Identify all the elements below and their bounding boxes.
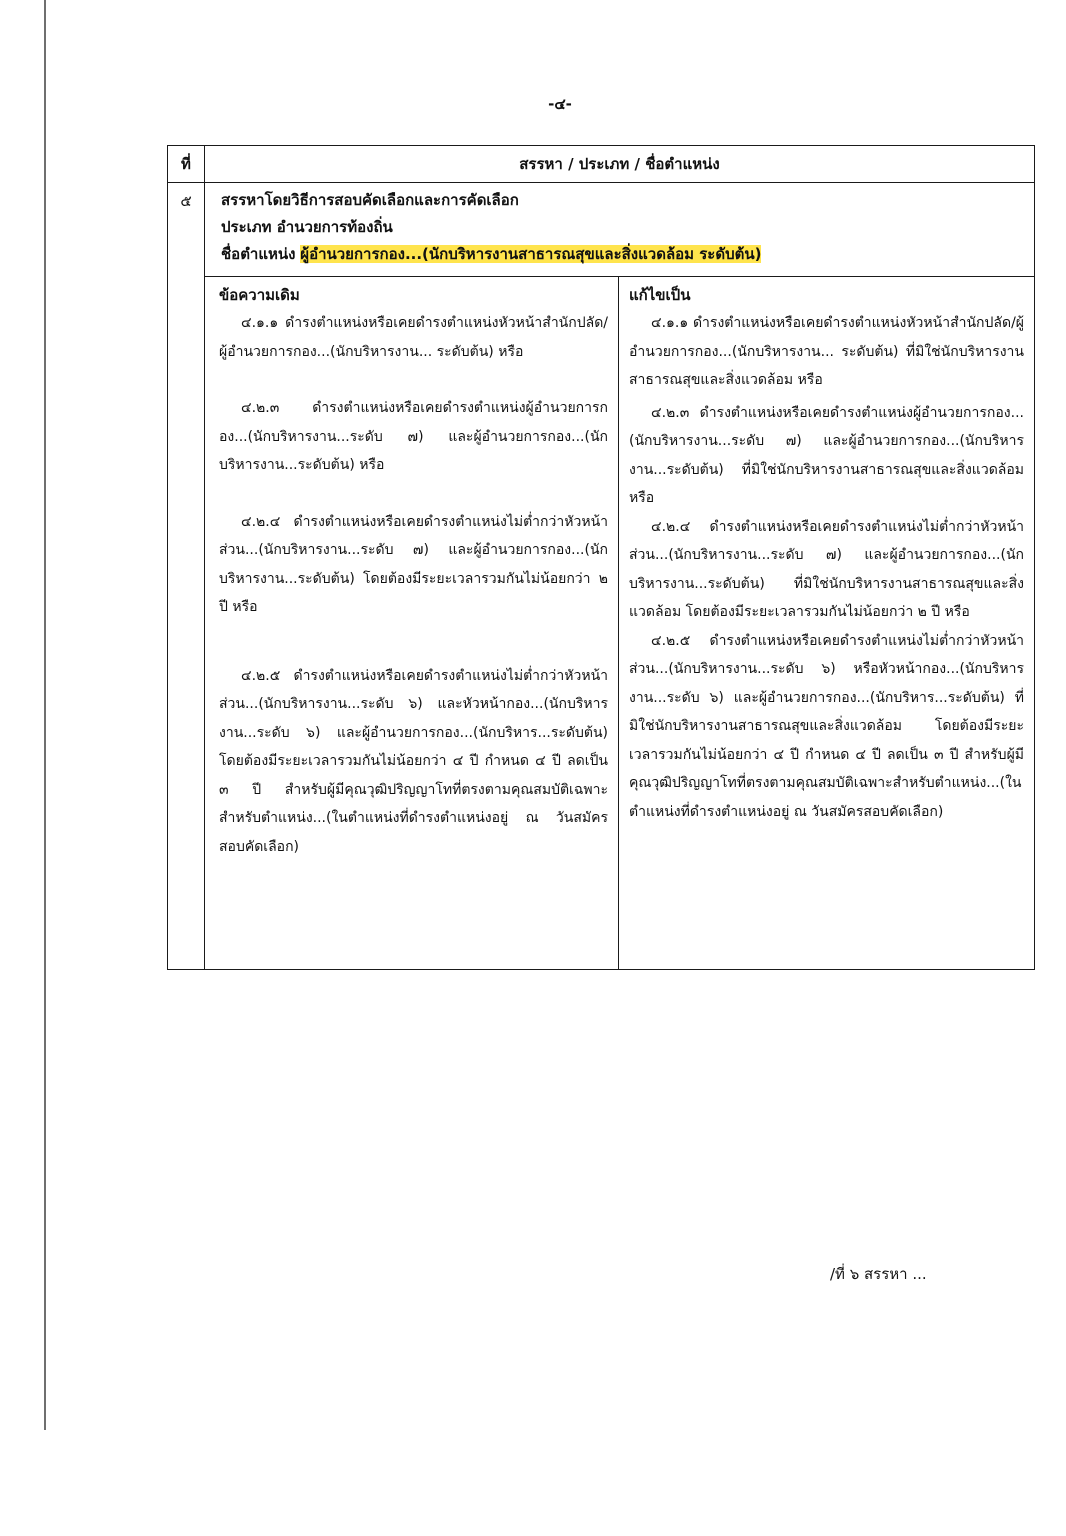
- comparison-table: [205, 277, 1034, 969]
- binding-margin-line: [44, 0, 46, 1430]
- row-number: ๕: [168, 183, 205, 970]
- original-clause-423: ๔.๒.๓ ดำรงตำแหน่งหรือเคยดำรงตำแหน่งผู้อำนวยการกอง...(นักบริหารงาน...ระดับ ๗) และผู้อำนวยการกอง...(นักบริหารงาน...ระดับต้น) หรือ: [219, 400, 608, 473]
- amended-clause-425: ๔.๒.๕ ดำรงตำแหน่งหรือเคยดำรงตำแหน่งไม่ต่ำกว่าหัวหน้าส่วน...(นักบริหารงาน...ระดับ ๖) หรือหัวหน้ากอง...(นักบริหารงาน...ระดับ ๖) และผู้อำนวยการกอง...(นักบริหาร...ระดับต้น) ที่มิใช่นักบริหารงานสาธารณสุขและสิ่งแวดล้อม โดยต้องมีระยะเวลารวมกันไม่น้อยกว่า ๔ ปี กำหนด ๔ ปี ลดเป็น ๓ ปี สำหรับผู้มีคุณวุฒิปริญญาโทที่ตรงตามคุณสมบัติเฉพาะสำหรับตำแหน่ง...(ในตำแหน่งที่ดำรงตำแหน่งอยู่ ณ วันสมัครสอบคัดเลือก): [629, 632, 1024, 820]
- original-text-column: [205, 277, 619, 969]
- original-clause-425: ๔.๒.๕ ดำรงตำแหน่งหรือเคยดำรงตำแหน่งไม่ต่ำกว่าหัวหน้าส่วน...(นักบริหารงาน...ระดับ ๖) และหัวหน้ากอง...(นักบริหารงาน...ระดับ ๖) และผู้อำนวยการกอง...(นักบริหาร...ระดับต้น) โดยต้องมีระยะเวลารวมกันไม่น้อยกว่า ๔ ปี กำหนด ๔ ปี ลดเป็น ๓ ปี สำหรับผู้มีคุณวุฒิปริญญาโทที่ตรงตามคุณสมบัติเฉพาะสำหรับตำแหน่ง...(ในตำแหน่งที่ดำรงตำแหน่งอยู่ ณ วันสมัครสอบคัดเลือก): [219, 667, 608, 855]
- page-number: -๔-: [548, 95, 572, 113]
- amendment-table: [167, 145, 1035, 970]
- continuation-note: /ที่ ๖ สรรหา ...: [830, 1265, 927, 1283]
- amended-heading: แก้ไขเป็น: [629, 286, 691, 304]
- header-title: สรรหา / ประเภท / ชื่อตำแหน่ง: [205, 146, 1035, 183]
- table-header-row: [168, 146, 1035, 183]
- position-type: ประเภท อำนวยการท้องถิ่น: [221, 218, 393, 236]
- amended-clause-423: ๔.๒.๓ ดำรงตำแหน่งหรือเคยดำรงตำแหน่งผู้อำนวยการกอง...(นักบริหารงาน...ระดับ ๗) และผู้อำนวยการกอง...(นักบริหารงาน...ระดับต้น) ที่มิใช่นักบริหารงานสาธารณสุขและสิ่งแวดล้อม หรือ: [629, 404, 1024, 506]
- original-clause-424: ๔.๒.๔ ดำรงตำแหน่งหรือเคยดำรงตำแหน่งไม่ต่ำกว่าหัวหน้าส่วน...(นักบริหารงาน...ระดับ ๗) และผู้อำนวยการกอง...(นักบริหารงาน...ระดับต้น) โดยต้องมีระยะเวลารวมกันไม่น้อยกว่า ๒ ปี หรือ: [219, 513, 608, 615]
- table-comparison-row: [168, 277, 1035, 970]
- original-clause-411: ๔.๑.๑ ดำรงตำแหน่งหรือเคยดำรงตำแหน่งหัวหน้าสำนักปลัด/ผู้อำนวยการกอง...(นักบริหารงาน... ระดับต้น) หรือ: [219, 315, 608, 360]
- position-name-highlight: ผู้อำนวยการกอง...(นักบริหารงานสาธารณสุขและสิ่งแวดล้อม ระดับต้น): [300, 245, 762, 263]
- amended-text-column: [619, 277, 1035, 969]
- position-label: ชื่อตำแหน่ง: [221, 245, 296, 263]
- amended-clause-424: ๔.๒.๔ ดำรงตำแหน่งหรือเคยดำรงตำแหน่งไม่ต่ำกว่าหัวหน้าส่วน...(นักบริหารงาน...ระดับ ๗) และผู้อำนวยการกอง...(นักบริหารงาน...ระดับต้น) ที่มิใช่นักบริหารงานสาธารณสุขและสิ่งแวดล้อม โดยต้องมีระยะเวลารวมกันไม่น้อยกว่า ๒ ปี หรือ: [629, 518, 1024, 620]
- header-no: ที่: [168, 146, 205, 183]
- recruitment-method: สรรหาโดยวิธีการสอบคัดเลือกและการคัดเลือก: [221, 191, 519, 209]
- position-line: [221, 241, 1024, 268]
- original-heading: ข้อความเดิม: [219, 286, 300, 304]
- comparison-cell: [205, 277, 1035, 970]
- table-info-row: [168, 183, 1035, 277]
- amended-clause-411: ๔.๑.๑ ดำรงตำแหน่งหรือเคยดำรงตำแหน่งหัวหน้าสำนักปลัด/ผู้อำนวยการกอง...(นักบริหารงาน... ระดับต้น) ที่มิใช่นักบริหารงานสาธารณสุขและสิ่งแวดล้อม หรือ: [629, 315, 1024, 388]
- position-info: [205, 183, 1035, 277]
